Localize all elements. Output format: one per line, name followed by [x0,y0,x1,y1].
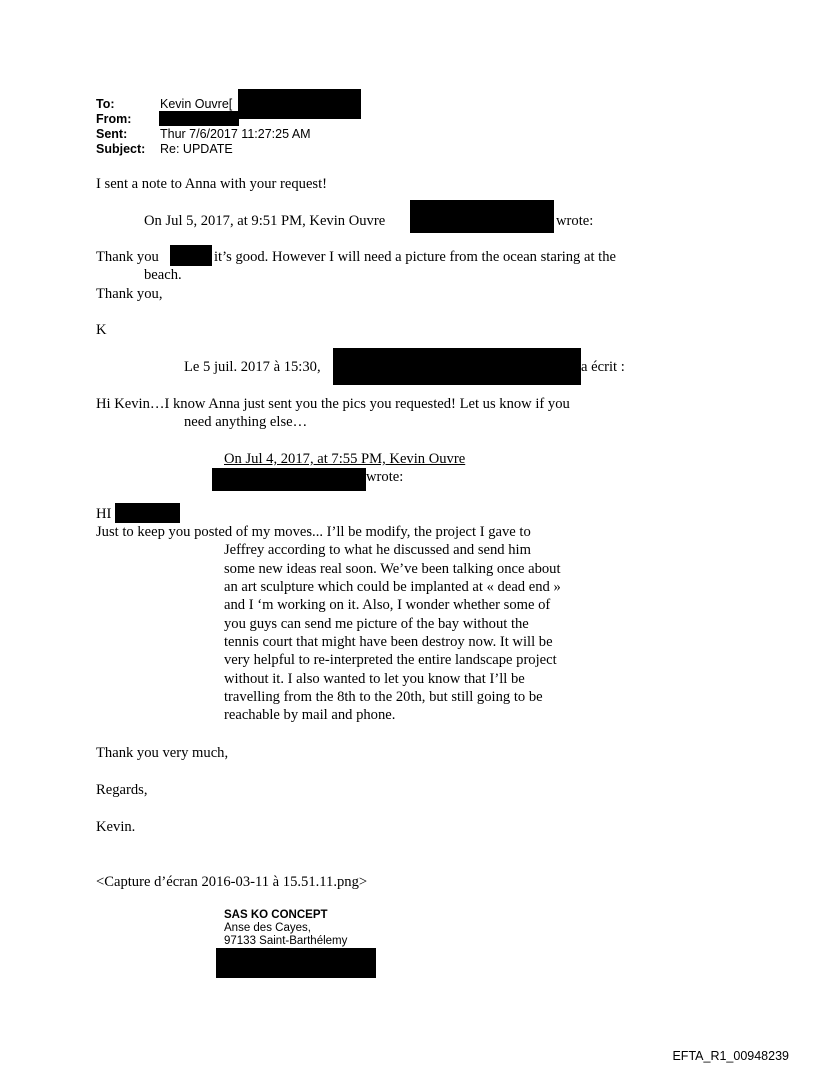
email-header [0,0,816,170]
le5-ecrit: a écrit : [581,359,625,375]
message-line: an art sculpture which could be implanted at « dead end » [224,579,561,595]
message-line: some new ideas real soon. We’ve been talking once about [224,561,561,577]
redaction-hi-name [115,503,180,523]
hi-greeting: HI [96,506,112,522]
message-line: travelling from the 8th to the 20th, but still going to be [224,689,543,705]
subject-value: Re: UPDATE [160,142,233,156]
to-label: To: [96,97,115,111]
redaction-quote2-email [212,468,366,491]
message-line: very helpful to re-interpreted the entire landscape project [224,652,557,668]
signoff-k: K [96,322,107,338]
thank-you-start: Thank you [96,249,159,265]
redaction-from [159,111,239,126]
thank-you-beach: beach. [144,267,182,283]
thanks-much: Thank you very much, [96,745,229,761]
message-line: and I ‘m working on it. Also, I wonder whether some of [224,597,551,613]
redaction-quote1-email [410,200,554,233]
message-line: without it. I also wanted to let you know that I’ll be [224,671,525,687]
signoff-kevin: Kevin. [96,819,136,835]
signature-company: SAS KO CONCEPT [224,909,328,921]
message-line: tennis court that might have been destroy now. It will be [224,634,553,650]
hi-kevin-line2: need anything else… [184,414,308,430]
message-line: Just to keep you posted of my moves... I’ll be modify, the project I gave to [96,524,531,540]
subject-label: Subject: [96,142,146,156]
thank-you-rest: it’s good. However I will need a picture from the ocean staring at the [214,249,617,265]
le5-intro: Le 5 juil. 2017 à 15:30, [184,359,321,375]
attachment-capture: <Capture d’écran 2016-03-11 à 15.51.11.png> [96,874,368,890]
redaction-signature [216,948,376,978]
message-line: Jeffrey according to what he discussed and send him [224,542,531,558]
quote1-intro: On Jul 5, 2017, at 9:51 PM, Kevin Ouvre [144,213,386,229]
thank-you-line: Thank you, [96,286,163,302]
document-id: EFTA_R1_00948239 [672,1049,789,1063]
signature-address-line2: 97133 Saint-Barthélemy [224,935,348,947]
redaction-to [238,89,361,119]
quote1-wrote: wrote: [556,213,594,229]
message-line: you guys can send me picture of the bay without the [224,616,529,632]
hi-kevin-line1: Hi Kevin…I know Anna just sent you the pics you requested! Let us know if you [96,396,570,412]
message-line: reachable by mail and phone. [224,707,396,723]
redaction-thank-name [170,245,212,266]
signature-address-line1: Anse des Cayes, [224,922,311,934]
regards: Regards, [96,782,148,798]
sent-label: Sent: [96,127,128,141]
quote2-wrote: wrote: [366,469,404,485]
to-value: Kevin Ouvre[ [160,97,233,111]
quote2-intro: On Jul 4, 2017, at 7:55 PM, Kevin Ouvre [224,451,466,467]
from-label: From: [96,112,132,126]
redaction-le5-sender [333,348,581,385]
sent-value: Thur 7/6/2017 11:27:25 AM [160,127,311,141]
body-line-sent-note: I sent a note to Anna with your request! [96,176,328,192]
